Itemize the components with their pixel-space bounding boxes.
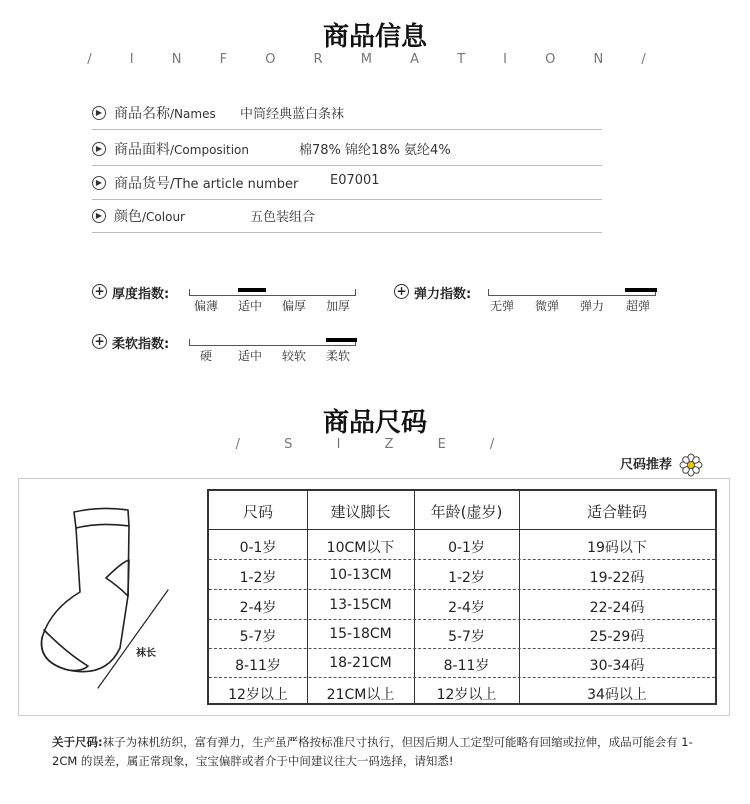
- index-tick: 无弹: [490, 299, 515, 313]
- elasticity-index: [394, 283, 674, 319]
- index-selected-segment: [625, 288, 657, 292]
- table-cell: 5-7岁: [448, 629, 485, 645]
- thickness-index: [92, 283, 372, 319]
- info-label: 商品面料/Composition: [114, 142, 249, 158]
- table-cell: 30-34码: [589, 658, 645, 674]
- table-cell: 2-4岁: [239, 600, 277, 616]
- table-cell: 5-7岁: [239, 629, 277, 645]
- plus-circle-icon: +: [394, 284, 409, 299]
- index-tick: 硬: [200, 349, 213, 363]
- info-label: 商品名称/Names: [114, 106, 216, 122]
- table-header: 建议脚长: [330, 503, 391, 521]
- index-tick: 适中: [238, 299, 263, 313]
- table-cell: 1-2岁: [448, 570, 485, 586]
- table-cell: 34码以上: [587, 687, 647, 703]
- table-cell: 12岁以上: [436, 687, 497, 703]
- index-bar: [189, 339, 356, 346]
- index-selected-segment: [326, 338, 357, 342]
- table-cell: 2-4岁: [448, 600, 485, 616]
- info-label: 颜色/Colour: [114, 209, 185, 225]
- table-cell: 18-21CM: [329, 655, 392, 671]
- index-tick: 较软: [282, 349, 307, 363]
- info-row-colour: [92, 201, 602, 233]
- table-cell: 0-1岁: [448, 540, 485, 556]
- index-tick: 弹力: [580, 299, 605, 313]
- table-header: 适合鞋码: [586, 503, 647, 521]
- table-cell: 19码以下: [587, 540, 647, 556]
- info-value: 中筒经典蓝白条袜: [240, 107, 345, 122]
- table-cell: 8-11岁: [443, 658, 490, 674]
- table-header: 年龄(虚岁): [430, 503, 503, 521]
- index-tick: 偏薄: [194, 299, 219, 313]
- index-bar: [488, 289, 656, 296]
- size-note-text: 袜子为袜机纺织，富有弹力，生产虽严格按标准尺寸执行，但因后期人工定型可能略有回缩或拉伸，成品可能会有 1-2CM 的误差，属正常现象，宝宝偏胖或者介于中间建议往大一码选择，请知悉!: [52, 735, 693, 768]
- info-value: 五色装组合: [250, 210, 316, 225]
- info-row-article: [92, 168, 602, 200]
- flower-icon: [679, 453, 703, 477]
- table-cell: 8-11岁: [235, 658, 281, 674]
- arrow-circle-icon: ▶: [92, 142, 106, 156]
- sock-length-label: 袜长: [136, 648, 156, 659]
- index-selected-segment: [238, 288, 266, 292]
- table-cell: 13-15CM: [329, 597, 392, 613]
- sock-illustration: [28, 490, 203, 690]
- table-cell: 0-1岁: [239, 540, 277, 556]
- info-value: 棉78% 锦纶18% 氨纶4%: [299, 143, 451, 158]
- table-cell: 10CM以下: [326, 540, 395, 556]
- table-header: 尺码: [242, 503, 273, 521]
- plus-circle-icon: +: [92, 284, 107, 299]
- index-bar: [189, 289, 356, 296]
- info-label: 商品货号/The article number: [114, 176, 299, 192]
- table-cell: 19-22码: [589, 570, 645, 586]
- size-recommend: 尺码推荐: [620, 453, 703, 477]
- table-cell: 12岁以上: [228, 687, 288, 703]
- table-cell: 1-2岁: [239, 570, 277, 586]
- info-title: 商品信息: [322, 22, 427, 52]
- arrow-circle-icon: ▶: [92, 106, 106, 120]
- arrow-circle-icon: ▶: [92, 176, 106, 190]
- size-table: [207, 489, 717, 705]
- index-tick: 超弹: [626, 299, 651, 313]
- softness-index: [92, 333, 372, 369]
- info-row-name: [92, 98, 602, 130]
- index-label: 弹力指数:: [414, 287, 472, 302]
- index-tick: 柔软: [326, 349, 351, 363]
- table-cell: 21CM以上: [326, 687, 395, 703]
- arrow-circle-icon: ▶: [92, 209, 106, 223]
- size-note-label: 关于尺码:: [52, 735, 103, 749]
- size-note: [52, 733, 712, 771]
- table-cell: 15-18CM: [329, 626, 392, 642]
- index-tick: 加厚: [326, 299, 351, 313]
- info-row-composition: [92, 134, 602, 166]
- info-subtitle: / I N F O R M A T I O N /: [87, 52, 663, 67]
- info-value: E07001: [330, 173, 380, 188]
- index-label: 厚度指数:: [112, 287, 170, 302]
- index-tick: 偏厚: [282, 299, 307, 313]
- size-subtitle: / S I Z E /: [235, 437, 515, 452]
- index-tick: 适中: [238, 349, 263, 363]
- plus-circle-icon: +: [92, 334, 107, 349]
- index-label: 柔软指数:: [112, 337, 170, 352]
- table-cell: 10-13CM: [329, 567, 392, 583]
- table-cell: 22-24码: [589, 600, 645, 616]
- table-cell: 25-29码: [589, 629, 645, 645]
- size-title: 商品尺码: [322, 408, 427, 438]
- index-tick: 微弹: [535, 299, 560, 313]
